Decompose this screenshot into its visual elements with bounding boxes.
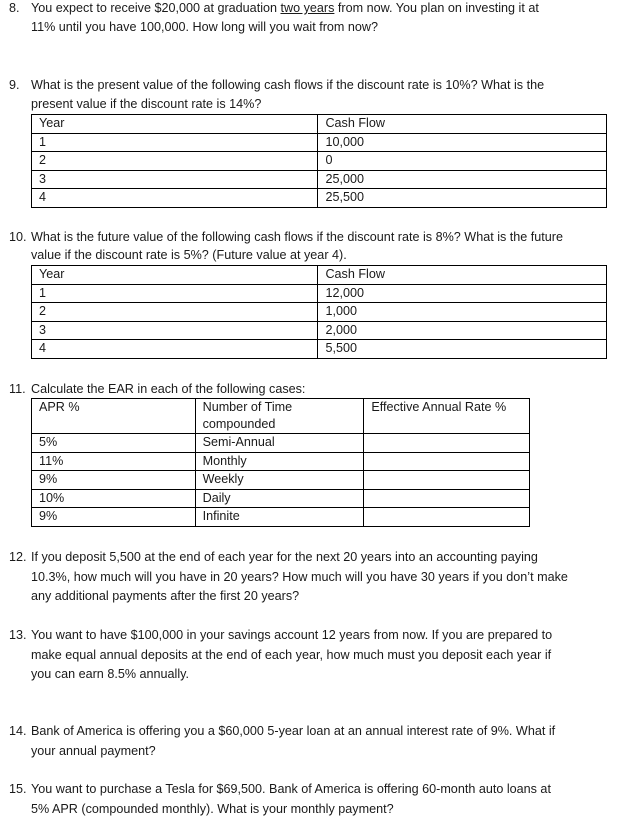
table-row bbox=[32, 340, 607, 359]
table-cell bbox=[364, 489, 530, 508]
question-text-line-2: 11% until you have 100,000. How long will you wait from now? bbox=[31, 20, 378, 34]
question-text-line-1 bbox=[31, 0, 539, 16]
table-row bbox=[32, 452, 530, 471]
table-cell: 10% bbox=[32, 489, 196, 508]
question-text-line-1: Calculate the EAR in each of the following cases: bbox=[31, 382, 306, 396]
question-number: 10. bbox=[9, 230, 27, 244]
question-text-line-2: 5% APR (compounded monthly). What is your monthly payment? bbox=[31, 802, 394, 816]
table-row bbox=[32, 471, 530, 490]
question-text-line-1: You want to purchase a Tesla for $69,500. Bank of America is offering 60-month auto loans at bbox=[31, 782, 551, 796]
header-cell: Cash Flow bbox=[318, 266, 607, 285]
question-text-line-3: any additional payments after the first 20 years? bbox=[31, 589, 300, 603]
table-row bbox=[32, 434, 530, 453]
table-cell: 4 bbox=[32, 340, 318, 359]
table-cell: Weekly bbox=[195, 471, 364, 490]
question-text-line-2: 10.3%, how much will you have in 20 years? How much will you have 30 years if you don’t make bbox=[31, 570, 568, 584]
question-text-line-1: You want to have $100,000 in your savings account 12 years from now. If you are prepared to bbox=[31, 628, 553, 642]
table-cell: 5,500 bbox=[318, 340, 607, 359]
cash-flow-table bbox=[31, 114, 607, 208]
question-number: 13. bbox=[9, 628, 27, 642]
header-cell: Number of Time compounded bbox=[195, 399, 364, 434]
question-text-line-1: If you deposit 5,500 at the end of each year for the next 20 years into an accounting paying bbox=[31, 550, 538, 564]
question-number: 9. bbox=[9, 78, 20, 92]
table-cell: 0 bbox=[318, 152, 607, 171]
table-cell: 1 bbox=[32, 133, 318, 152]
question-text-line-1: Bank of America is offering you a $60,000 5-year loan at an annual interest rate of 9%. What if bbox=[31, 724, 556, 738]
question-text-line-3: you can earn 8.5% annually. bbox=[31, 667, 189, 681]
table-cell: 5% bbox=[32, 434, 196, 453]
table-cell: 9% bbox=[32, 471, 196, 490]
table-cell bbox=[364, 471, 530, 490]
table-cell: 25,000 bbox=[318, 170, 607, 189]
table-row bbox=[32, 303, 607, 322]
table-header-row bbox=[32, 266, 607, 285]
table-row bbox=[32, 321, 607, 340]
table-cell: 1 bbox=[32, 284, 318, 303]
table-row bbox=[32, 189, 607, 208]
question-number: 8. bbox=[9, 1, 20, 15]
table-cell: 2 bbox=[32, 303, 318, 322]
question-text-line-2: value if the discount rate is 5%? (Future value at year 4). bbox=[31, 248, 347, 262]
table-cell: 2 bbox=[32, 152, 318, 171]
question-number: 15. bbox=[9, 782, 27, 796]
question-text-line-1: What is the present value of the following cash flows if the discount rate is 10%? What is the bbox=[31, 78, 545, 92]
header-cell: APR % bbox=[32, 399, 196, 434]
question-number: 14. bbox=[9, 724, 27, 738]
text-segment: You expect to receive $20,000 at graduation bbox=[31, 1, 281, 15]
ear-table bbox=[31, 398, 530, 527]
header-cell: Year bbox=[32, 266, 318, 285]
question-number: 12. bbox=[9, 550, 27, 564]
table-header-row bbox=[32, 115, 607, 134]
question-number: 11. bbox=[9, 382, 26, 396]
table-row bbox=[32, 489, 530, 508]
question-text-line-2: present value if the discount rate is 14%? bbox=[31, 97, 262, 111]
table-cell: Infinite bbox=[195, 508, 364, 527]
table-row bbox=[32, 133, 607, 152]
table-cell: Semi-Annual bbox=[195, 434, 364, 453]
question-text-line-2: make equal annual deposits at the end of each year, how much must you deposit each year if bbox=[31, 648, 552, 662]
header-cell: Cash Flow bbox=[318, 115, 607, 134]
table-header-row bbox=[32, 399, 530, 434]
table-cell: 3 bbox=[32, 321, 318, 340]
table-row bbox=[32, 508, 530, 527]
table-cell: 10,000 bbox=[318, 133, 607, 152]
table-cell: 1,000 bbox=[318, 303, 607, 322]
table-cell bbox=[364, 434, 530, 453]
table-cell: 3 bbox=[32, 170, 318, 189]
underlined-text: two years bbox=[280, 1, 335, 15]
table-cell bbox=[364, 508, 530, 527]
text-segment: from now. You plan on investing it at bbox=[334, 1, 539, 15]
table-cell: 12,000 bbox=[318, 284, 607, 303]
cash-flow-table bbox=[31, 265, 607, 359]
table-row bbox=[32, 170, 607, 189]
table-cell: Monthly bbox=[195, 452, 364, 471]
header-cell: Year bbox=[32, 115, 318, 134]
question-text-line-1: What is the future value of the following cash flows if the discount rate is 8%? What is the future bbox=[31, 230, 564, 244]
table-cell: 9% bbox=[32, 508, 196, 527]
table-cell: 4 bbox=[32, 189, 318, 208]
table-cell: 11% bbox=[32, 452, 196, 471]
question-text-line-2: your annual payment? bbox=[31, 744, 156, 758]
table-cell bbox=[364, 452, 530, 471]
table-cell: Daily bbox=[195, 489, 364, 508]
table-cell: 25,500 bbox=[318, 189, 607, 208]
table-row bbox=[32, 284, 607, 303]
table-cell: 2,000 bbox=[318, 321, 607, 340]
table-row bbox=[32, 152, 607, 171]
header-cell: Effective Annual Rate % bbox=[364, 399, 530, 434]
